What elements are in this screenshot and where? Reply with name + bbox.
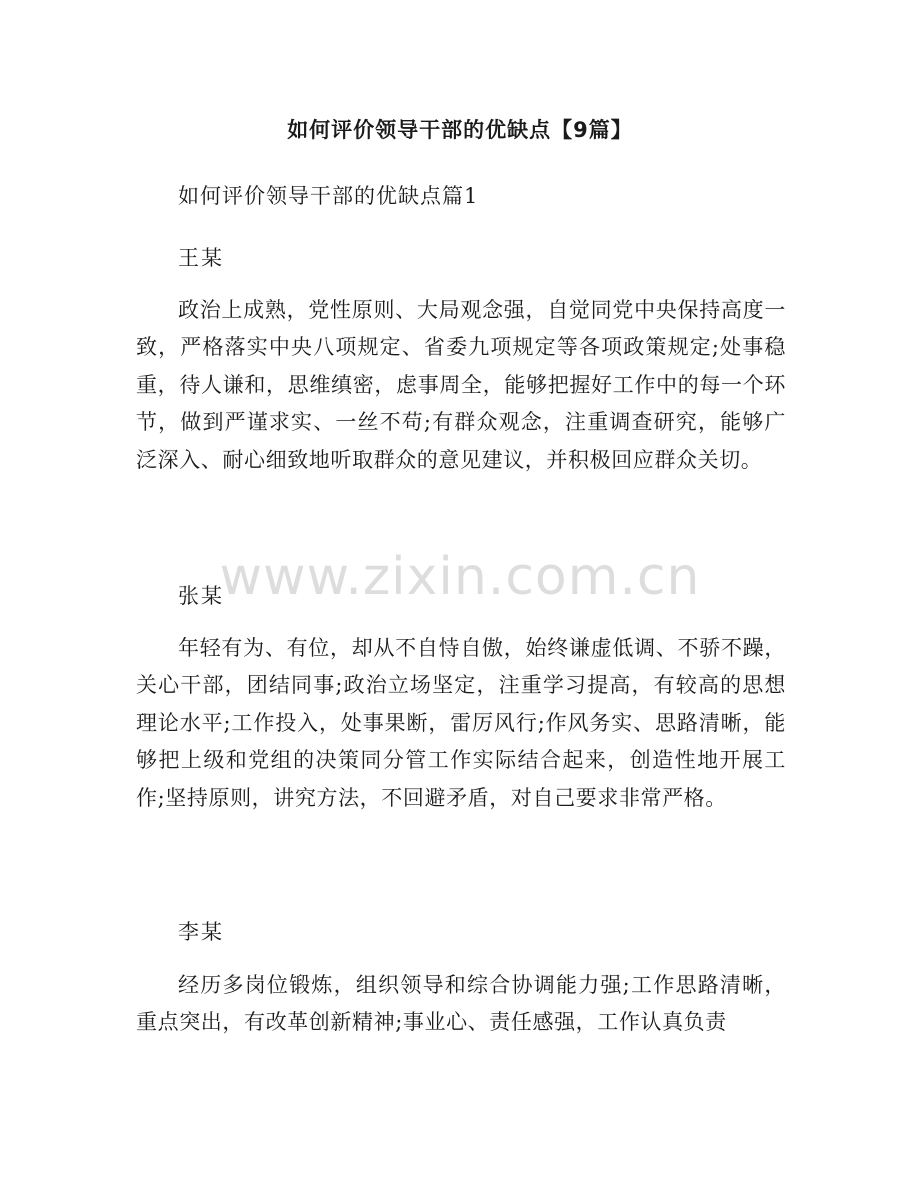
- person-name: 李某: [178, 920, 224, 944]
- person-name: 张某: [178, 584, 224, 608]
- document-title: 如何评价领导干部的优缺点【9篇】: [287, 118, 633, 142]
- section-subtitle: 如何评价领导干部的优缺点篇1: [178, 184, 479, 208]
- evaluation-paragraph: 政治上成熟，党性原则、大局观念强，自觉同党中央保持高度一致，严格落实中央八项规定、省委九项规定等各项政策规定;处事稳重，待人谦和，思维缜密，虑事周全，能够把握好工作中的每一个环节，做到严谨求实、一丝不苟;有群众观念，注重调查研究，能够广泛深入、耐心细致地听取群众的意见建议，并积极回应群众关切。: [136, 298, 786, 472]
- evaluation-paragraph: 经历多岗位锻炼，组织领导和综合协调能力强;工作思路清晰，重点突出，有改革创新精神;事业心、责任感强，工作认真负责: [136, 973, 786, 1035]
- watermark: www.zixin.com.cn: [219, 547, 701, 607]
- person-name: 王某: [178, 246, 224, 270]
- evaluation-paragraph: 年轻有为、有位，却从不自恃自傲，始终谦虚低调、不骄不躁，关心干部，团结同事;政治立场坚定，注重学习提高，有较高的思想理论水平;工作投入，处事果断，雷厉风行;作风务实、思路清晰，能够把上级和党组的决策同分管工作实际结合起来，创造性地开展工作;坚持原则，讲究方法，不回避矛盾，对自己要求非常严格。: [136, 636, 786, 810]
